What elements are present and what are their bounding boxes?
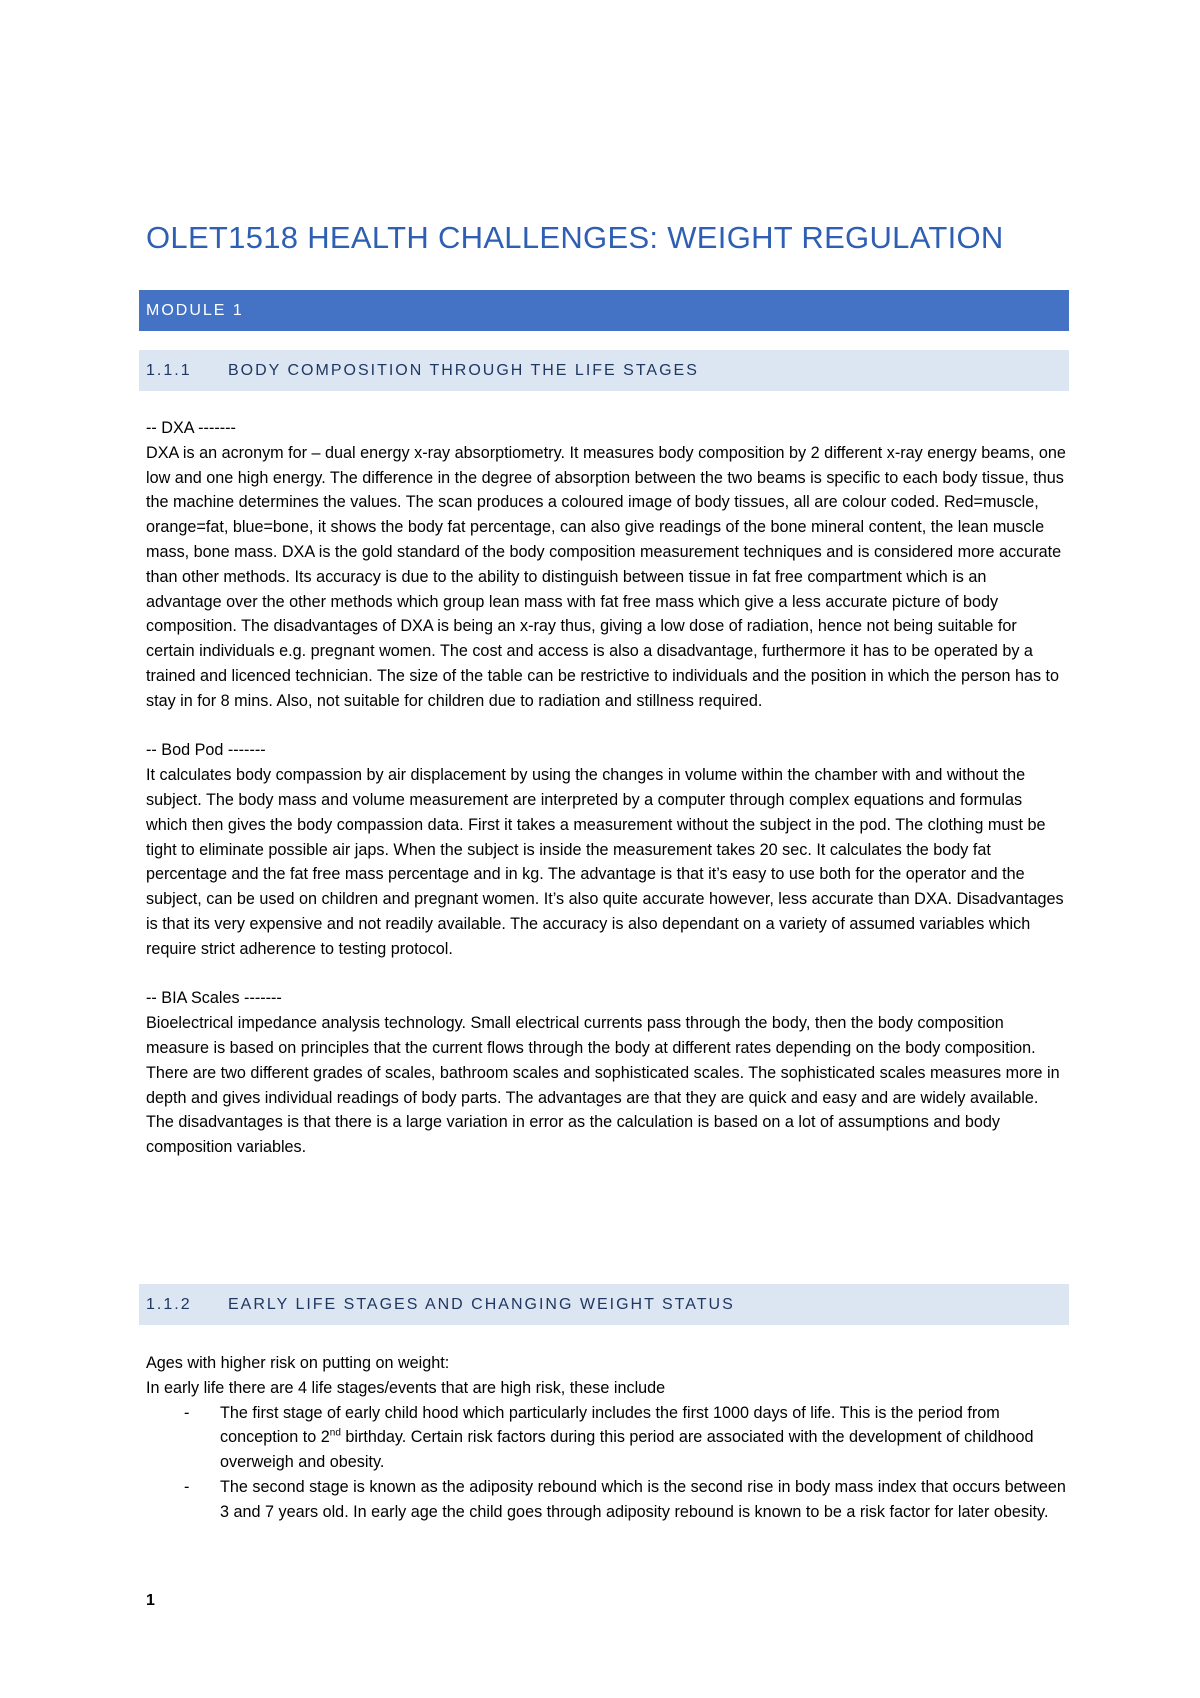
- page-title: OLET1518 HEALTH CHALLENGES: WEIGHT REGULATION: [146, 220, 1004, 255]
- module-heading: MODULE 1: [139, 290, 1069, 331]
- list-item-text: The first stage of early child hood which particularly includes the first 1000 days of life. This is the period from conception to 2: [220, 1403, 1000, 1447]
- section-number: 1.1.1: [146, 362, 192, 379]
- bia-paragraph: Bioelectrical impedance analysis technology. Small electrical currents pass through the body, then the body composition measure is based on principles that the current flows through the body at different rates depending on the body composition. There are two different grades of scales, bathroom scales and sophisticated scales. The sophisticated scales measures more in depth and gives individual readings of body parts. The advantages are that they are quick and easy and are widely available. The disadvantages is that there is a large variation in error as the calculation is based on a lot of assumptions and body composition variables.: [146, 1014, 1060, 1157]
- list-item: [146, 1401, 1066, 1475]
- bia-heading: -- BIA Scales -------: [146, 989, 282, 1008]
- list-item: [146, 1475, 1066, 1525]
- dxa-heading: -- DXA -------: [146, 419, 236, 437]
- list-item-text: The second stage is known as the adiposity rebound which is the second rise in body mass index that occurs between 3 and 7 years old. In early age the child goes through adiposity rebound is known to be a risk factor for later obesity.: [220, 1477, 1066, 1521]
- bodpod-heading: -- Bod Pod -------: [146, 741, 266, 760]
- section-title: BODY COMPOSITION THROUGH THE LIFE STAGES: [228, 362, 699, 379]
- section-number: 1.1.2: [146, 1296, 192, 1313]
- risk-ages-intro: In early life there are 4 life stages/events that are high risk, these include: [146, 1378, 666, 1397]
- list-item-text-continued: birthday. Certain risk factors during this period are associated with the development of childhood overweigh and obesity.: [220, 1428, 1034, 1472]
- section-heading-1-1-2: [139, 1284, 1069, 1325]
- risk-stage-list: [146, 1401, 1066, 1525]
- section-title: EARLY LIFE STAGES AND CHANGING WEIGHT STATUS: [228, 1296, 735, 1313]
- list-bullet: -: [184, 1477, 190, 1496]
- page-number: 1: [146, 1592, 155, 1609]
- ordinal-suffix: nd: [329, 1428, 341, 1439]
- list-bullet: -: [184, 1403, 190, 1422]
- risk-ages-heading: Ages with higher risk on putting on weight:: [146, 1354, 450, 1372]
- body-composition-content: [146, 416, 1066, 1160]
- section-heading-1-1-1: [139, 350, 1069, 391]
- bodpod-paragraph: It calculates body compassion by air displacement by using the changes in volume within the chamber with and without the subject. The body mass and volume measurement are interpreted by a computer through complex equations and formulas which then gives the body compassion data. First it takes a measurement without the subject in the pod. The clothing must be tight to eliminate possible air japs. When the subject is inside the measurement takes 20 sec. It calculates the body fat percentage and the fat free mass percentage and in kg. The advantage is that it’s easy to use both for the operator and the subject, can be used on children and pregnant women. It’s also quite accurate however, less accurate than DXA. Disadvantages is that its very expensive and not readily available. The accuracy is also dependant on a variety of assumed variables which require strict adherence to testing protocol.: [146, 766, 1064, 958]
- dxa-paragraph: DXA is an acronym for – dual energy x-ray absorptiometry. It measures body composition by 2 different x-ray energy beams, one low and one high energy. The difference in the degree of absorption between the two beams is specific to each body tissue, thus the machine determines the values. The scan produces a coloured image of body tissues, all are colour coded. Red=muscle, orange=fat, blue=bone, it shows the body fat percentage, can also give readings of the bone mineral content, the lean muscle mass, bone mass. DXA is the gold standard of the body composition measurement techniques and is considered more accurate than other methods. Its accuracy is due to the ability to distinguish between tissue in fat free compartment which is an advantage over the other methods which group lean mass with fat free mass which give a less accurate picture of body composition. The disadvantages of DXA is being an x-ray thus, giving a low dose of radiation, hence not being suitable for certain individuals e.g. pregnant women. The cost and access is also a disadvantage, furthermore it has to be operated by a trained and licenced technician. The size of the table can be restrictive to individuals and the position in which the person has to stay in for 8 mins. Also, not suitable for children due to radiation and stillness required.: [146, 443, 1066, 710]
- early-life-content: [146, 1351, 1066, 1525]
